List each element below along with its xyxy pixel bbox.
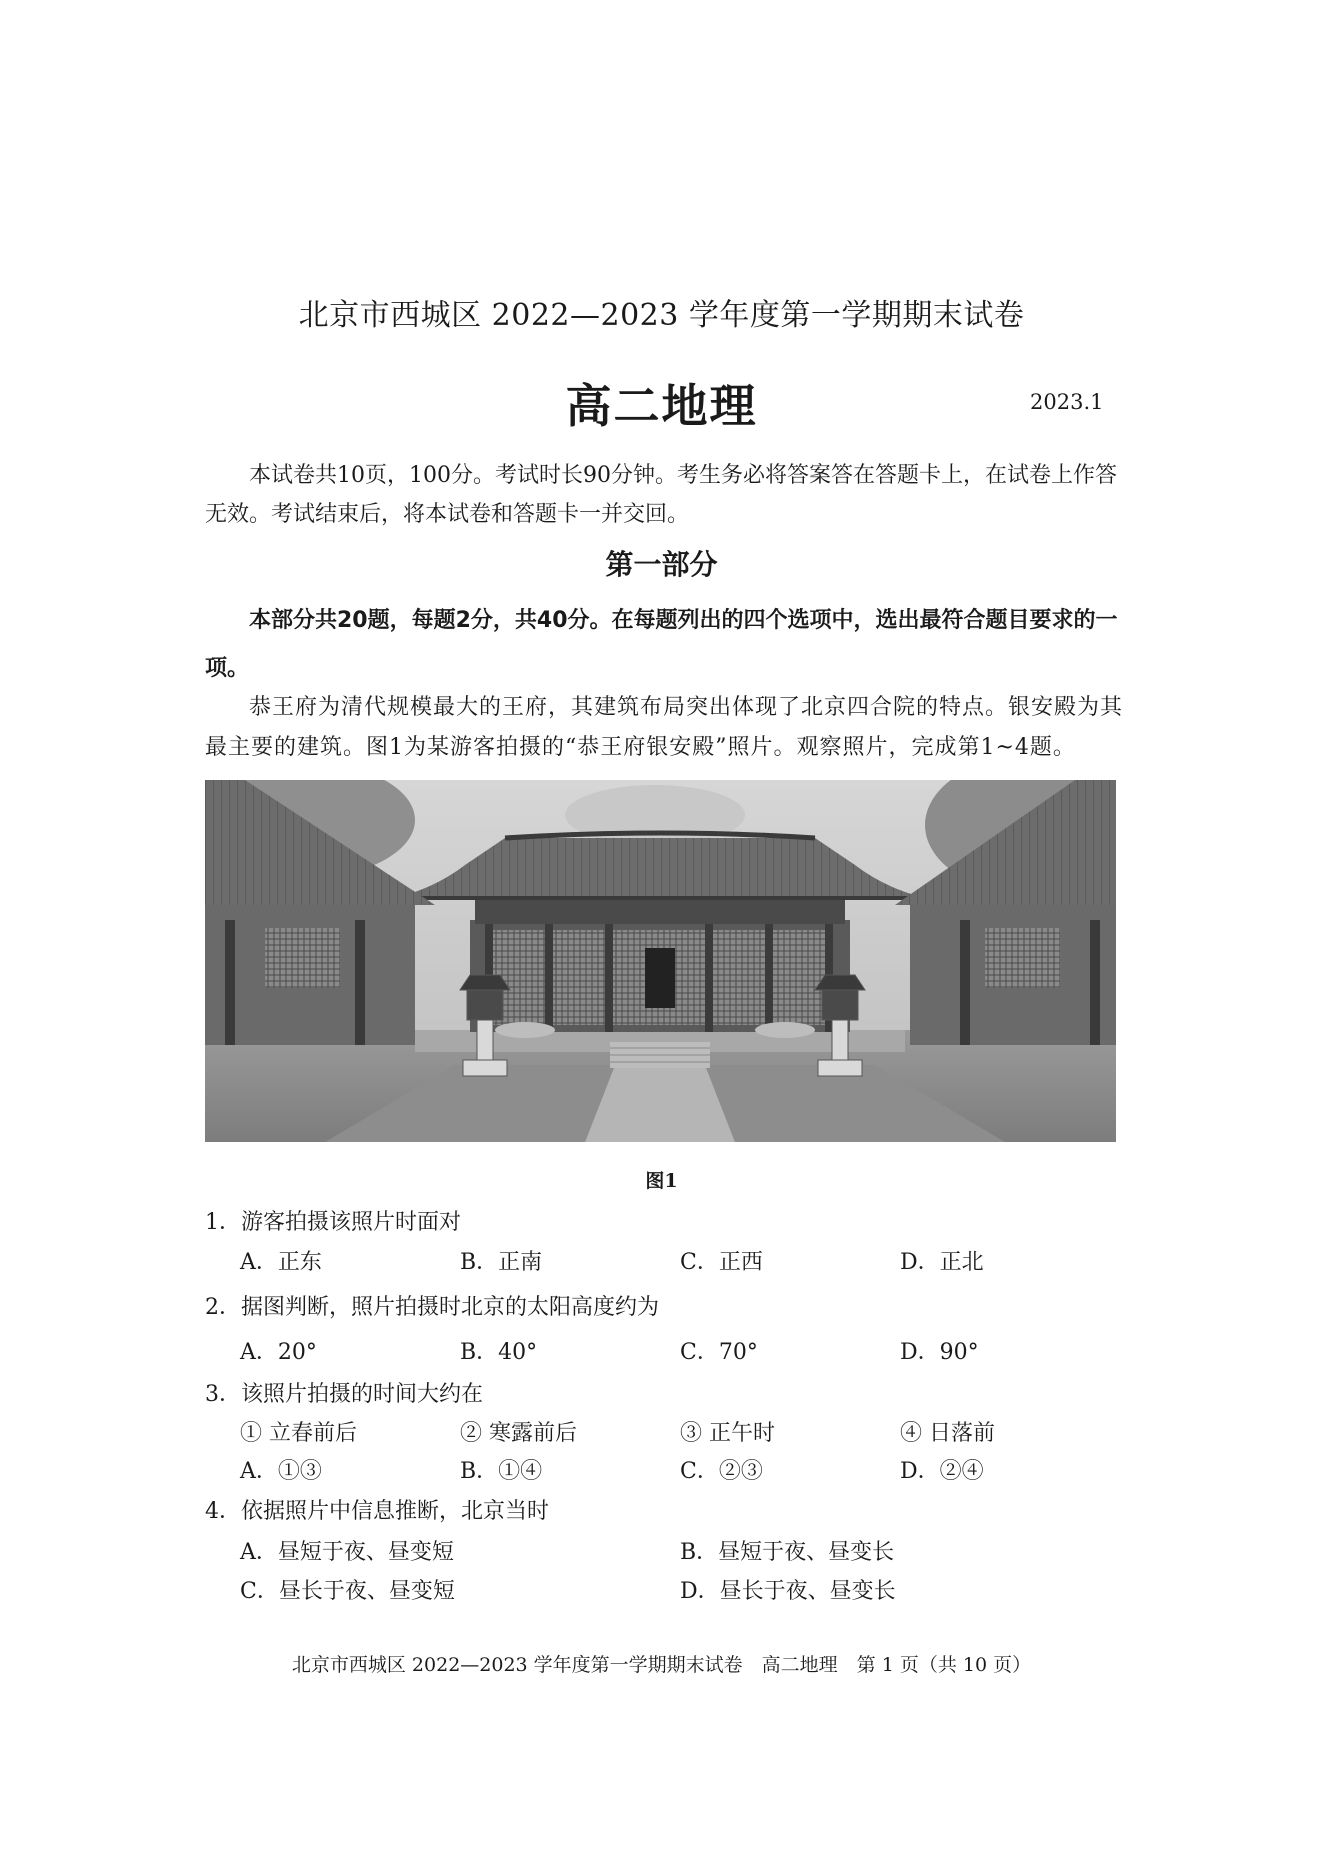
- exam-title: 北京市西城区 2022—2023 学年度第一学期期末试卷: [298, 298, 1025, 333]
- q4-option-a: A．昼短于夜、昼变短: [240, 1540, 454, 1565]
- q3-option-c: C．②③: [680, 1459, 763, 1484]
- question-3-stem: 3．该照片拍摄的时间大约在: [205, 1382, 483, 1407]
- question-1-stem: 1．游客拍摄该照片时面对: [205, 1210, 461, 1235]
- q2-option-a: A．20°: [240, 1340, 317, 1365]
- subject-title: 高二地理: [565, 379, 758, 433]
- q3-option-a: A．①③: [240, 1459, 322, 1484]
- q4-option-c: C．昼长于夜、昼变短: [240, 1579, 455, 1604]
- q3-item-3: ③ 正午时: [680, 1421, 775, 1446]
- q2-option-c: C．70°: [680, 1340, 758, 1365]
- question-2-stem: 2．据图判断，照片拍摄时北京的太阳高度约为: [205, 1295, 659, 1320]
- q3-item-1: ① 立春前后: [240, 1421, 357, 1446]
- part-description: 本部分共20题，每题2分，共40分。在每题列出的四个选项中，选出最符合题目要求的一项。: [205, 608, 1118, 681]
- question-4-stem: 4．依据照片中信息推断，北京当时: [205, 1499, 549, 1524]
- exam-instructions: 本试卷共10页，100分。考试时长90分钟。考生务必将答案答在答题卡上，在试卷上作答无效。考试结束后，将本试卷和答题卡一并交回。: [205, 463, 1117, 527]
- reading-passage: 恭王府为清代规模最大的王府，其建筑布局突出体现了北京四合院的特点。银安殿为其最主要的建筑。图1为某游客拍摄的“恭王府银安殿”照片。观察照片，完成第1~4题。: [205, 695, 1124, 760]
- figure-1-photo: [205, 780, 1116, 1142]
- q4-option-b: B．昼短于夜、昼变长: [680, 1540, 895, 1565]
- q1-option-a: A．正东: [240, 1250, 322, 1275]
- exam-date: 2023.1: [1030, 390, 1104, 414]
- q1-option-b: B．正南: [460, 1250, 543, 1275]
- q3-item-4: ④ 日落前: [900, 1421, 995, 1446]
- q3-option-b: B．①④: [460, 1459, 543, 1484]
- q1-option-c: C．正西: [680, 1250, 763, 1275]
- figure-caption: 图1: [645, 1170, 678, 1192]
- q4-option-d: D．昼长于夜、昼变长: [680, 1579, 896, 1604]
- part-title: 第一部分: [605, 548, 718, 581]
- q2-option-d: D．90°: [900, 1340, 979, 1365]
- q3-item-2: ② 寒露前后: [460, 1421, 577, 1446]
- page-footer: 北京市西城区 2022—2023 学年度第一学期期末试卷 高二地理 第 1 页（共 10 页）: [291, 1654, 1032, 1676]
- q1-option-d: D．正北: [900, 1250, 984, 1275]
- q3-option-d: D．②④: [900, 1459, 984, 1484]
- q2-option-b: B．40°: [460, 1340, 538, 1365]
